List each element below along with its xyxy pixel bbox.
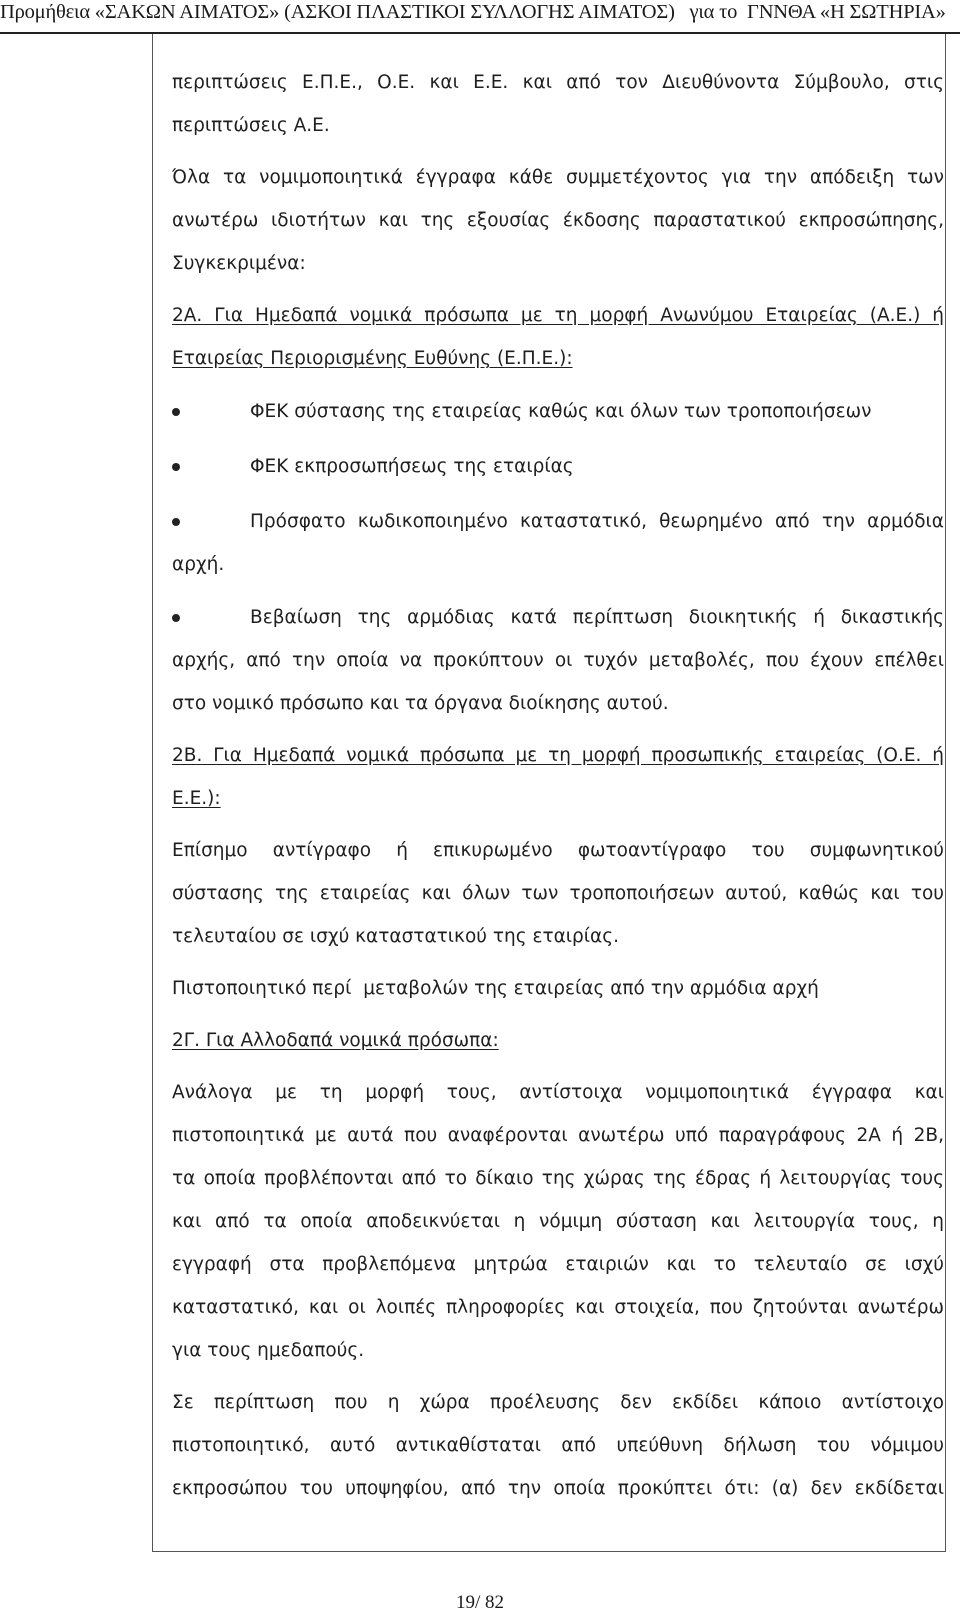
paragraph-line: περιπτώσεις Α.Ε. <box>172 115 330 136</box>
paragraph-line: εγγραφή στα προβλεπόμενα μητρώα εταιριών και το τελευταίο σε ισχύ <box>172 1254 944 1275</box>
section-heading-2a-cont: Εταιρείας Περιορισμένης Ευθύνης (Ε.Π.Ε.): <box>172 348 573 369</box>
bullet-item-cont: στο νομικό πρόσωπο και τα όργανα διοίκησης αυτού. <box>172 693 669 714</box>
paragraph-line: Ανάλογα με τη μορφή τους, αντίστοιχα νομιμοποιητικά έγγραφα και <box>172 1082 944 1103</box>
bullet-item: ΦΕΚ σύστασης της εταιρείας καθώς και όλων των τροποποιήσεων <box>250 401 872 422</box>
paragraph-line: τα οποία προβλέπονται από το δίκαιο της χώρας της έδρας ή λειτουργίας τους <box>172 1168 944 1189</box>
header-title: Προμήθεια «ΣΑΚΩΝ ΑΙΜΑΤΟΣ» (ΑΣΚΟΙ ΠΛΑΣΤΙΚΟΙ ΣΥΛΛΟΓΗΣ ΑΙΜΑΤΟΣ) για το ΓΝΝΘΑ «Η ΣΩΤΗΡΙΑ» <box>0 1 946 23</box>
bullet-icon <box>172 408 180 416</box>
bullet-item-cont: αρχή. <box>172 554 225 575</box>
section-heading-2c: 2Γ. Για Αλλοδαπά νομικά πρόσωπα: <box>172 1030 499 1051</box>
bullet-icon <box>172 614 180 622</box>
paragraph-line: εκπροσώπου του υποψηφίου, από την οποία προκύπτει ότι: (α) δεν εκδίδεται <box>172 1478 944 1499</box>
paragraph-line: ανωτέρω ιδιοτήτων και της εξουσίας έκδοσης παραστατικού εκπροσώπησης, <box>172 210 944 231</box>
page-header <box>0 0 960 28</box>
paragraph-line: για τους ημεδαπούς. <box>172 1340 365 1361</box>
paragraph-line: Όλα τα νομιμοποιητικά έγγραφα κάθε συμμετέχοντος για την απόδειξη των <box>172 167 944 188</box>
page-number: 19/ 82 <box>455 1592 505 1613</box>
paragraph-line: καταστατικό, και οι λοιπές πληροφορίες και στοιχεία, που ζητούνται ανωτέρω <box>172 1297 944 1318</box>
bullet-icon <box>172 518 180 526</box>
paragraph-line: περιπτώσεις Ε.Π.Ε., Ο.Ε. και Ε.Ε. και από τον Διευθύνοντα Σύμβουλο, στις <box>172 72 944 93</box>
section-heading-2b-cont: Ε.Ε.): <box>172 788 221 809</box>
bullet-item: Βεβαίωση της αρμόδιας κατά περίπτωση διοικητικής ή δικαστικής <box>250 607 944 628</box>
paragraph-line: πιστοποιητικά με αυτά που αναφέρονται ανωτέρω υπό παραγράφους 2Α ή 2Β, <box>172 1125 944 1146</box>
paragraph-line: τελευταίου σε ισχύ καταστατικού της εταιρίας. <box>172 926 619 947</box>
bullet-item-cont: αρχής, από την οποία να προκύπτουν οι τυχόν μεταβολές, που έχουν επέλθει <box>172 650 944 671</box>
bullet-icon <box>172 463 180 471</box>
paragraph-line: Σε περίπτωση που η χώρα προέλευσης δεν εκδίδει κάποιο αντίστοιχο <box>172 1392 944 1413</box>
bullet-item: ΦΕΚ εκπροσωπήσεως της εταιρίας <box>250 456 574 477</box>
bullet-item: Πρόσφατο κωδικοποιημένο καταστατικό, θεωρημένο από την αρμόδια <box>250 511 944 532</box>
section-heading-2b: 2Β. Για Ημεδαπά νομικά πρόσωπα με τη μορφή προσωπικής εταιρείας (Ο.Ε. ή <box>172 745 944 766</box>
paragraph-line: Συγκεκριμένα: <box>172 253 306 274</box>
paragraph-line: Πιστοποιητικό περί μεταβολών της εταιρείας από την αρμόδια αρχή <box>172 978 819 999</box>
section-heading-2a: 2Α. Για Ημεδαπά νομικά πρόσωπα με τη μορφή Ανωνύμου Εταιρείας (Α.Ε.) ή <box>172 305 944 326</box>
paragraph-line: και από τα οποία αποδεικνύεται η νόμιμη σύσταση και λειτουργία τους, η <box>172 1211 944 1232</box>
paragraph-line: σύστασης της εταιρείας και όλων των τροποποιήσεων αυτού, καθώς και του <box>172 883 944 904</box>
paragraph-line: πιστοποιητικό, αυτό αντικαθίσταται από υπεύθυνη δήλωση του νόμιμου <box>172 1435 944 1456</box>
paragraph-line: Επίσημο αντίγραφο ή επικυρωμένο φωτοαντίγραφο του συμφωνητικού <box>172 840 944 861</box>
